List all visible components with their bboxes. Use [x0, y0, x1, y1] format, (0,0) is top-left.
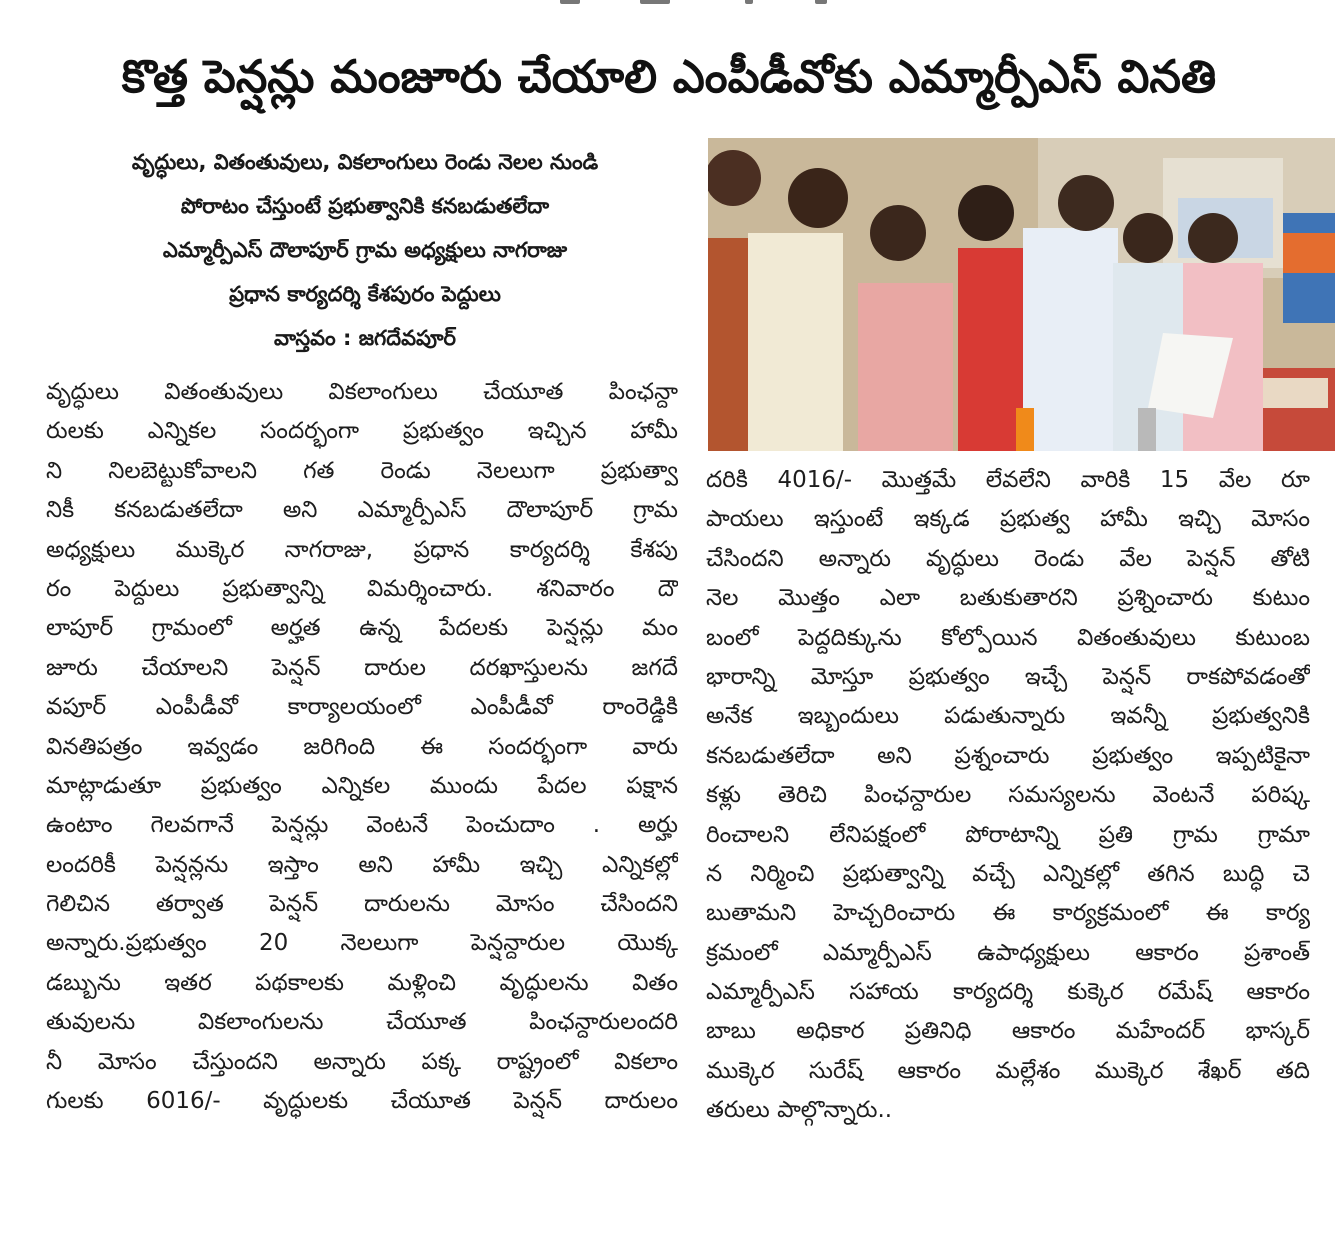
body-line: వృద్ధులు వితంతువులు వికలాంగులు చేయూత పింఛన్దా — [46, 379, 678, 405]
body-line: అధ్యక్షులు ముక్కెర నాగరాజు, ప్రధాన కార్యదర్శి కేశపు — [46, 536, 678, 563]
body-line: న నిర్మించి ప్రభుత్వాన్ని వచ్చే ఎన్నికల్లో తగిన బుద్ధి చె — [706, 860, 1310, 887]
body-line: డబ్బును ఇతర పథకాలకు మళ్లించి వృద్ధులను వితం — [46, 969, 678, 996]
subheading-line: ప్రధాన కార్యదర్శి కేశపురం పెద్దులు — [229, 282, 501, 306]
previous-article-fragment — [0, 0, 1338, 10]
body-line: తరులు పాల్గొన్నారు.. — [706, 1097, 893, 1124]
article-body-right-column — [706, 461, 1310, 1131]
group-photo-illustration — [708, 138, 1335, 451]
body-line: ఉంటాం గెలవగానే పెన్షన్లు వెంటనే పెంచుదాం . అర్హు — [46, 812, 678, 839]
body-line: రం పెద్దులు ప్రభుత్వాన్ని విమర్శించారు. శనివారం దౌ — [46, 575, 678, 602]
subheadings — [40, 140, 690, 360]
headline: కొత్త పెన్షన్లు మంజూరు చేయాలి ఎంపీడీవోకు ఎమ్మార్పీఎస్ వినతి — [121, 50, 1217, 103]
body-line: దరికి 4016/- మొత్తమే లేవలేని వారికి 15 వేల రూ — [706, 467, 1310, 493]
body-line: క్రమంలో ఎమ్మార్పీఎస్ ఉపాధ్యక్షులు ఆకారం ప్రశాంత్ — [706, 939, 1310, 966]
body-line: గులకు 6016/- వృద్ధులకు చేయూత పెన్షన్ దారులం — [46, 1088, 678, 1115]
body-line: లందరికీ పెన్షన్లను ఇస్తాం అని హామీ ఇచ్చి ఎన్నికల్లో — [46, 851, 678, 878]
body-line: చేసిందని అన్నారు వృద్ధులు రెండు వేల పెన్షన్ తోటి — [706, 545, 1310, 572]
body-line: ముక్కెర సురేష్ ఆకారం మల్లేశం ముక్కెర శేఖర్ తది — [706, 1057, 1310, 1084]
body-line: బుతామని హెచ్చరించారు ఈ కార్యక్రమంలో ఈ కార్య — [706, 900, 1310, 927]
body-line: కళ్లు తెరిచి పింఛన్దారుల సమస్యలను వెంటనే పరిష్క — [706, 782, 1310, 809]
dateline: వాస్తవం : జగదేవపూర్ — [274, 326, 456, 350]
body-line: మాట్లాడుతూ ప్రభుత్వం ఎన్నికల ముందు పేదల పక్షాన — [46, 772, 678, 799]
body-line: రించాలని లేనిపక్షంలో పోరాటాన్ని ప్రతి గ్రామ గ్రామా — [706, 821, 1310, 848]
subheading-line: పోరాటం చేస్తుంటే ప్రభుత్వానికి కనబడుతలేదా — [180, 194, 550, 218]
body-line: ఎమ్మార్పీఎస్ సహాయ కార్యదర్శి కుక్కెర రమేష్ ఆకారం — [706, 979, 1310, 1006]
body-line: తువులను వికలాంగులను చేయూత పింఛన్దారులందరి — [46, 1009, 678, 1036]
body-line: అన్నారు.ప్రభుత్వం 20 నెలలుగా పెన్షన్దారుల యొక్క — [46, 930, 678, 957]
body-line: బాబు అధికార ప్రతినిధి ఆకారం మహేందర్ భాస్కర్ — [706, 1018, 1310, 1045]
subheading-line: ఎమ్మార్పీఎస్ దౌలాపూర్ గ్రామ అధ్యక్షులు నాగరాజు — [162, 238, 568, 262]
body-line: గెలిచిన తర్వాత పెన్షన్ దారులను మోసం చేసిందని — [46, 891, 678, 918]
body-line: నెల మొత్తం ఎలా బతుకుతారని ప్రశ్నించారు కుటుం — [706, 585, 1310, 612]
article-body-left-column — [46, 373, 678, 1121]
body-line: లాపూర్ గ్రామంలో అర్హత ఉన్న పేదలకు పెన్షన్లు మం — [46, 615, 678, 642]
body-line: అనేక ఇబ్బందులు పడుతున్నారు ఇవన్నీ ప్రభుత్వనికి — [706, 703, 1310, 730]
body-line: ని నిలబెట్టుకోవాలని గత రెండు నెలలుగా ప్రభుత్వా — [46, 457, 678, 484]
subheading-line: వృద్ధులు, వితంతువులు, వికలాంగులు రెండు నెలల నుండి — [131, 150, 599, 174]
body-line: భారాన్ని మోస్తూ ప్రభుత్వం ఇచ్చే పెన్షన్ రాకపోవడంతో — [706, 663, 1310, 690]
news-photo — [708, 138, 1335, 451]
body-line: వినతిపత్రం ఇవ్వడం జరిగింది ఈ సందర్భంగా వారు — [46, 733, 678, 760]
body-line: నికీ కనబడుతలేదా అని ఎమ్మార్పీఎస్ దౌలాపూర్ గ్రామ — [46, 497, 678, 524]
body-line: రులకు ఎన్నికల సందర్భంగా ప్రభుత్వం ఇచ్చిన హామీ — [46, 418, 678, 445]
body-line: నీ మోసం చేస్తుందని అన్నారు పక్క రాష్ట్రంలో వికలాం — [46, 1048, 678, 1075]
body-line: బంలో పెద్దదిక్కును కోల్పోయిన వితంతువులు కుటుంబ — [706, 624, 1310, 651]
body-line: పాయలు ఇస్తుంటే ఇక్కడ ప్రభుత్వ హామీ ఇచ్చి మోసం — [706, 506, 1310, 533]
body-line: కనబడుతలేదా అని ప్రశ్నంచారు ప్రభుత్వం ఇప్పటికైనా — [706, 742, 1310, 769]
body-line: వపూర్ ఎంపీడీవో కార్యాలయంలో ఎంపీడీవో రాంరెడ్డికి — [46, 694, 678, 721]
body-line: జూరు చేయాలని పెన్షన్ దారుల దరఖాస్తులను జగదే — [46, 654, 678, 681]
